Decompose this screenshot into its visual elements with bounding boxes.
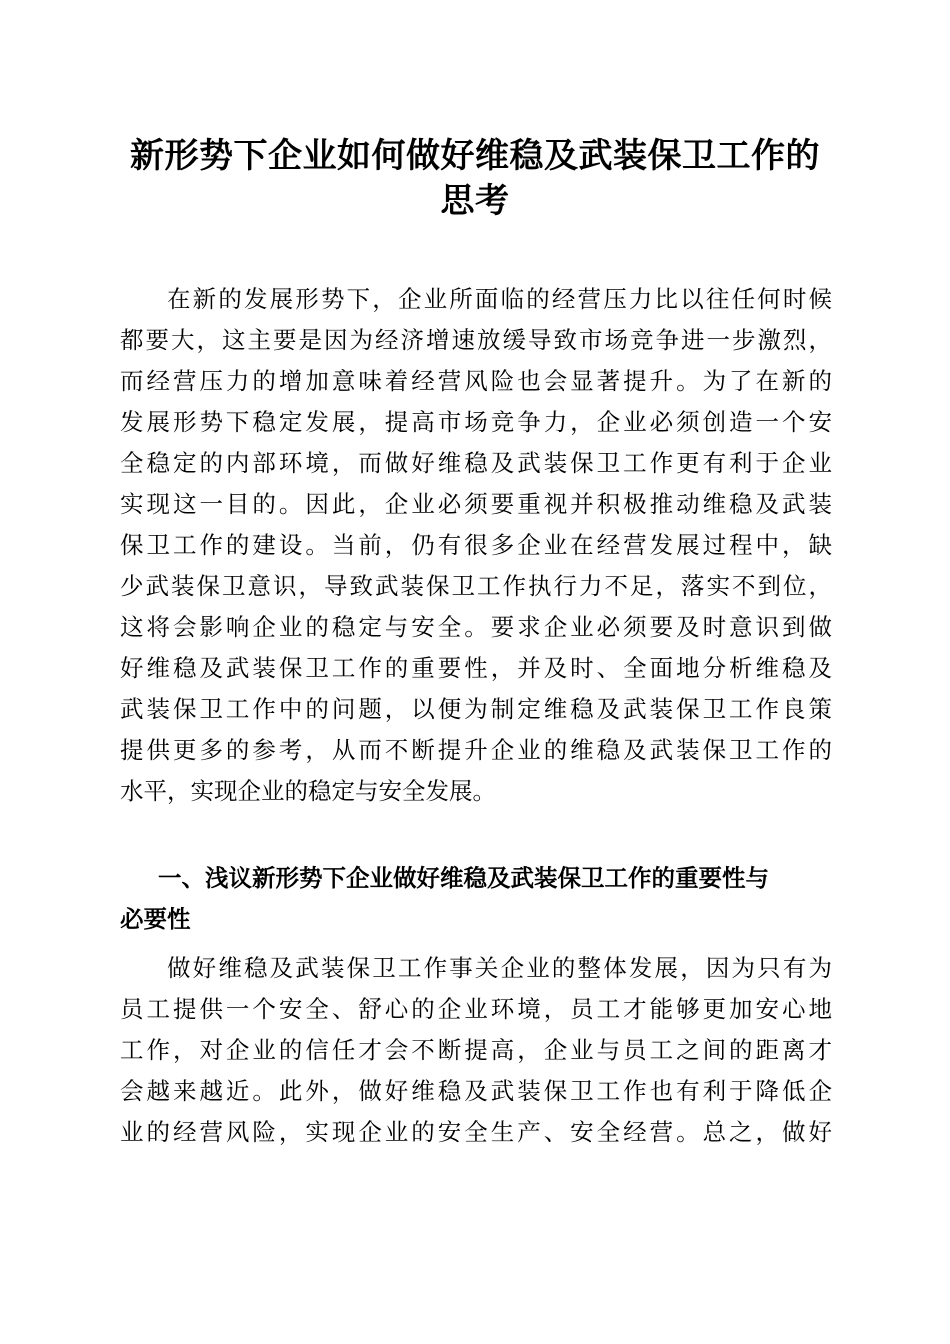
- text-line: 好维稳及武装保卫工作的重要性，并及时、全面地分析维稳及: [120, 654, 832, 682]
- text-line: 而经营压力的增加意味着经营风险也会显著提升。为了在新的: [120, 367, 832, 395]
- section-heading-1: [120, 858, 832, 940]
- paragraph-intro: [120, 279, 832, 812]
- title-line: 新形势下企业如何做好维稳及武装保卫工作的: [130, 136, 820, 176]
- text-line: 武装保卫工作中的问题，以便为制定维稳及武装保卫工作良策: [120, 695, 832, 723]
- text-line: 水平，实现企业的稳定与安全发展。: [120, 777, 496, 805]
- heading-line: 必要性: [120, 905, 191, 933]
- text-line: 都要大，这主要是因为经济增速放缓导致市场竞争进一步激烈，: [120, 326, 832, 354]
- heading-line: 一、浅议新形势下企业做好维稳及武装保卫工作的重要性与: [158, 864, 769, 892]
- text-line: 做好维稳及武装保卫工作事关企业的整体发展，因为只有为: [167, 954, 832, 982]
- title-line: 思考: [440, 181, 510, 221]
- text-line: 实现这一目的。因此，企业必须要重视并积极推动维稳及武装: [120, 490, 832, 518]
- text-line: 工作，对企业的信任才会不断提高，企业与员工之间的距离才: [120, 1036, 832, 1064]
- text-line: 全稳定的内部环境，而做好维稳及武装保卫工作更有利于企业: [120, 449, 832, 477]
- document-title: [110, 134, 840, 224]
- text-line: 发展形势下稳定发展，提高市场竞争力，企业必须创造一个安: [120, 408, 832, 436]
- text-line: 这将会影响企业的稳定与安全。要求企业必须要及时意识到做: [120, 613, 832, 641]
- text-line: 会越来越近。此外，做好维稳及武装保卫工作也有利于降低企: [120, 1077, 832, 1105]
- text-line: 业的经营风险，实现企业的安全生产、安全经营。总之，做好: [120, 1118, 832, 1146]
- text-line: 在新的发展形势下，企业所面临的经营压力比以往任何时候: [167, 285, 832, 313]
- text-line: 保卫工作的建设。当前，仍有很多企业在经营发展过程中，缺: [120, 531, 832, 559]
- text-line: 提供更多的参考，从而不断提升企业的维稳及武装保卫工作的: [120, 736, 832, 764]
- text-line: 员工提供一个安全、舒心的企业环境，员工才能够更加安心地: [120, 995, 832, 1023]
- text-line: 少武装保卫意识，导致武装保卫工作执行力不足，落实不到位，: [120, 572, 832, 600]
- paragraph-section-1: [120, 948, 832, 1153]
